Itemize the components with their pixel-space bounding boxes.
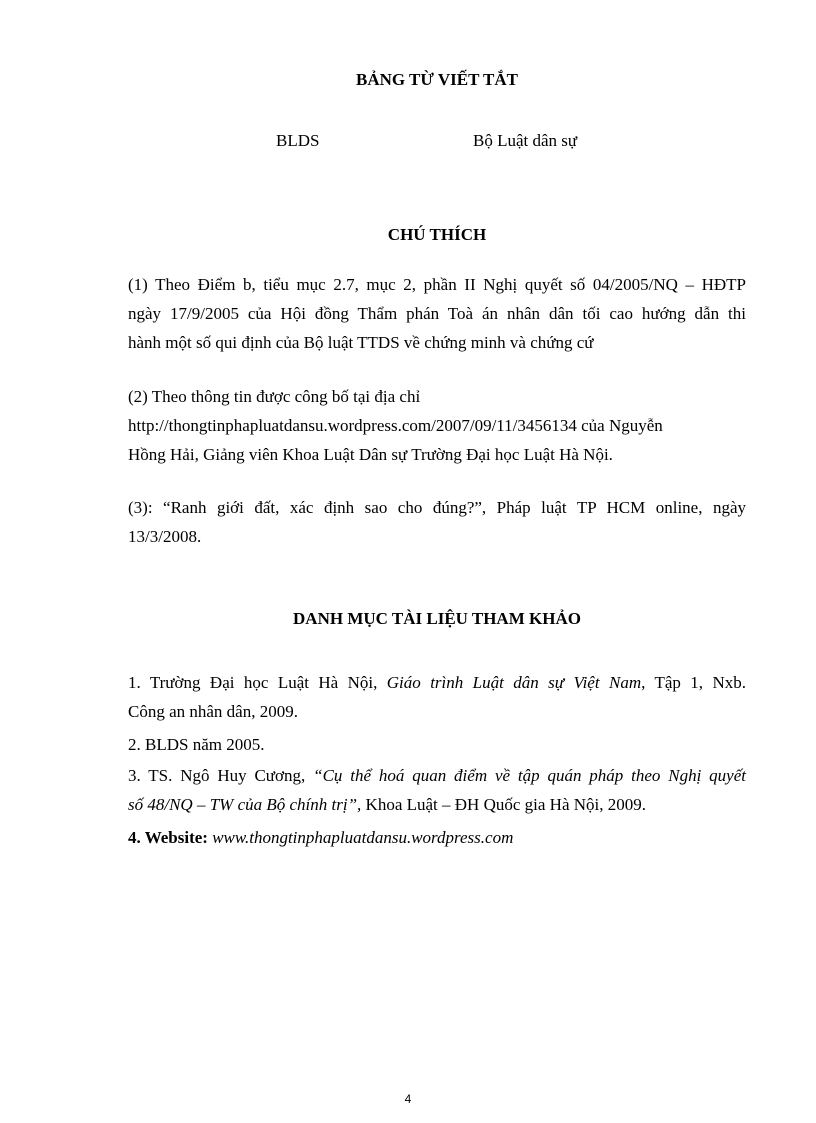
note-2 bbox=[128, 382, 746, 469]
reference-3-title-line-1: “Cụ thể hoá quan điểm về tập quán pháp theo Nghị quyết bbox=[313, 766, 746, 785]
note-2-line-3: Hồng Hải, Giảng viên Khoa Luật Dân sự Trường Đại học Luật Hà Nội. bbox=[128, 445, 613, 464]
note-1-line-2: ngày 17/9/2005 của Hội đồng Thẩm phán Toà án nhân dân tối cao hướng dẫn thi bbox=[128, 304, 746, 323]
abbreviation-row bbox=[128, 131, 746, 153]
abbreviation-meaning: Bộ Luật dân sự bbox=[473, 131, 578, 150]
reference-3-line-2 bbox=[128, 790, 746, 819]
note-3 bbox=[128, 493, 746, 551]
reference-1-line-1 bbox=[128, 668, 746, 697]
reference-3-suffix: Khoa Luật – ĐH Quốc gia Hà Nội, 2009. bbox=[361, 795, 646, 814]
abbreviations-heading: BẢNG TỪ VIẾT TẮT bbox=[355, 70, 519, 89]
reference-1-line-2: Công an nhân dân, 2009. bbox=[128, 702, 298, 721]
reference-1-prefix: 1. Trường Đại học Luật Hà Nội, bbox=[128, 673, 387, 692]
note-1 bbox=[128, 270, 746, 357]
reference-2 bbox=[128, 730, 746, 759]
note-1-line-1: (1) Theo Điểm b, tiểu mục 2.7, mục 2, phần II Nghị quyết số 04/2005/NQ – HĐTP bbox=[128, 275, 746, 294]
reference-2-text: 2. BLDS năm 2005. bbox=[128, 735, 265, 754]
reference-1-suffix: , Tập 1, Nxb. bbox=[641, 673, 746, 692]
note-1-line-3: hành một số qui định của Bộ luật TTDS về chứng minh và chứng cứ bbox=[128, 333, 594, 352]
reference-3 bbox=[128, 761, 746, 819]
reference-3-title-line-2: số 48/NQ – TW của Bộ chính trị”, bbox=[128, 795, 362, 814]
reference-1 bbox=[128, 668, 746, 726]
document-page bbox=[128, 0, 746, 1123]
reference-4 bbox=[128, 823, 746, 852]
reference-1-title: Giáo trình Luật dân sự Việt Nam bbox=[386, 673, 642, 692]
note-2-line-1: (2) Theo thông tin được công bố tại địa chỉ bbox=[128, 387, 421, 406]
reference-4-label: 4. Website: bbox=[128, 828, 213, 847]
abbreviation-term: BLDS bbox=[276, 131, 320, 150]
note-3-line-1: (3): “Ranh giới đất, xác định sao cho đúng?”, Pháp luật TP HCM online, ngày bbox=[128, 498, 746, 517]
references-heading: DANH MỤC TÀI LIỆU THAM KHẢO bbox=[293, 609, 581, 628]
notes-heading: CHÚ THÍCH bbox=[387, 225, 487, 244]
reference-4-line bbox=[128, 823, 746, 852]
reference-3-prefix: 3. TS. Ngô Huy Cương, bbox=[128, 766, 314, 785]
page-number: 4 bbox=[404, 1092, 412, 1106]
note-3-line-2: 13/3/2008. bbox=[128, 527, 202, 546]
reference-3-line-1 bbox=[128, 761, 746, 790]
reference-4-url[interactable]: www.thongtinphapluatdansu.wordpress.com bbox=[212, 828, 514, 847]
note-2-link[interactable]: http://thongtinphapluatdansu.wordpress.com/2007/09/11/3456134 của Nguyễn bbox=[128, 416, 663, 435]
